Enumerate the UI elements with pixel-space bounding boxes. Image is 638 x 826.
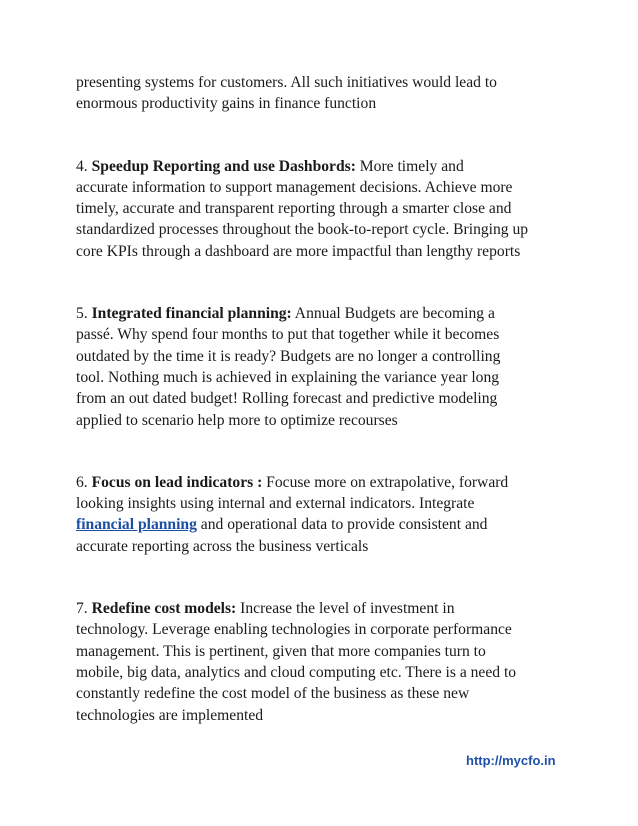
item-text-line: management. This is pertinent, given that more companies turn to — [76, 642, 486, 660]
item-text-line: tool. Nothing much is achieved in explaining the variance year long — [76, 368, 500, 386]
intro-paragraph — [76, 72, 566, 115]
item-text-line: and operational data to provide consistent and — [196, 516, 488, 534]
item-text-line: core KPIs through a dashboard are more impactful than lengthy reports — [76, 242, 521, 260]
item-text-line: technologies are implemented — [76, 706, 264, 724]
item-heading: Integrated financial planning: — [91, 305, 292, 323]
item-text-line: from an out dated budget! Rolling forecast and predictive modeling — [76, 390, 498, 408]
intro-line: presenting systems for customers. All such initiatives would lead to — [76, 74, 497, 91]
item-text-line: timely, accurate and transparent reporting through a smarter close and — [76, 200, 512, 218]
intro-line: enormous productivity gains in finance function — [76, 95, 377, 113]
footer-url-link[interactable]: http://mycfo.in — [466, 753, 556, 768]
item-text-line: mobile, big data, analytics and cloud computing etc. There is a need to — [76, 663, 517, 681]
item-heading: Speedup Reporting and use Dashbords: — [91, 157, 356, 175]
item-text-line: accurate reporting across the business verticals — [76, 537, 369, 555]
item-text-line: More timely and — [355, 157, 464, 175]
item-lead-indicators — [76, 472, 566, 557]
item-text-line: looking insights using internal and external indicators. Integrate — [76, 495, 475, 513]
item-text-line: technology. Leverage enabling technologies in corporate performance — [76, 621, 512, 639]
item-text-line: standardized processes throughout the book-to-report cycle. Bringing up — [76, 221, 529, 239]
item-text-line: applied to scenario help more to optimize recourses — [76, 411, 398, 429]
item-heading: Redefine cost models: — [91, 600, 237, 618]
item-text-line: accurate information to support management decisions. Achieve more — [76, 178, 513, 196]
item-number: 4. — [76, 157, 88, 175]
item-speedup-reporting — [76, 156, 566, 262]
item-redefine-cost — [76, 598, 566, 726]
item-text-line: Annual Budgets are becoming a — [291, 305, 495, 323]
financial-planning-link[interactable]: financial planning — [76, 516, 197, 534]
item-number: 5. — [76, 305, 88, 323]
item-number: 6. — [76, 473, 88, 491]
item-heading: Focus on lead indicators : — [91, 473, 263, 491]
item-text-line: Increase the level of investment in — [236, 600, 455, 618]
document-page — [76, 72, 566, 726]
item-text-line: Focuse more on extrapolative, forward — [262, 473, 509, 491]
item-text-line: outdated by the time it is ready? Budgets are no longer a controlling — [76, 347, 501, 365]
item-number: 7. — [76, 600, 88, 618]
item-text-line: passé. Why spend four months to put that together while it becomes — [76, 326, 500, 344]
item-integrated-planning — [76, 303, 566, 431]
item-text-line: constantly redefine the cost model of the business as these new — [76, 685, 470, 703]
